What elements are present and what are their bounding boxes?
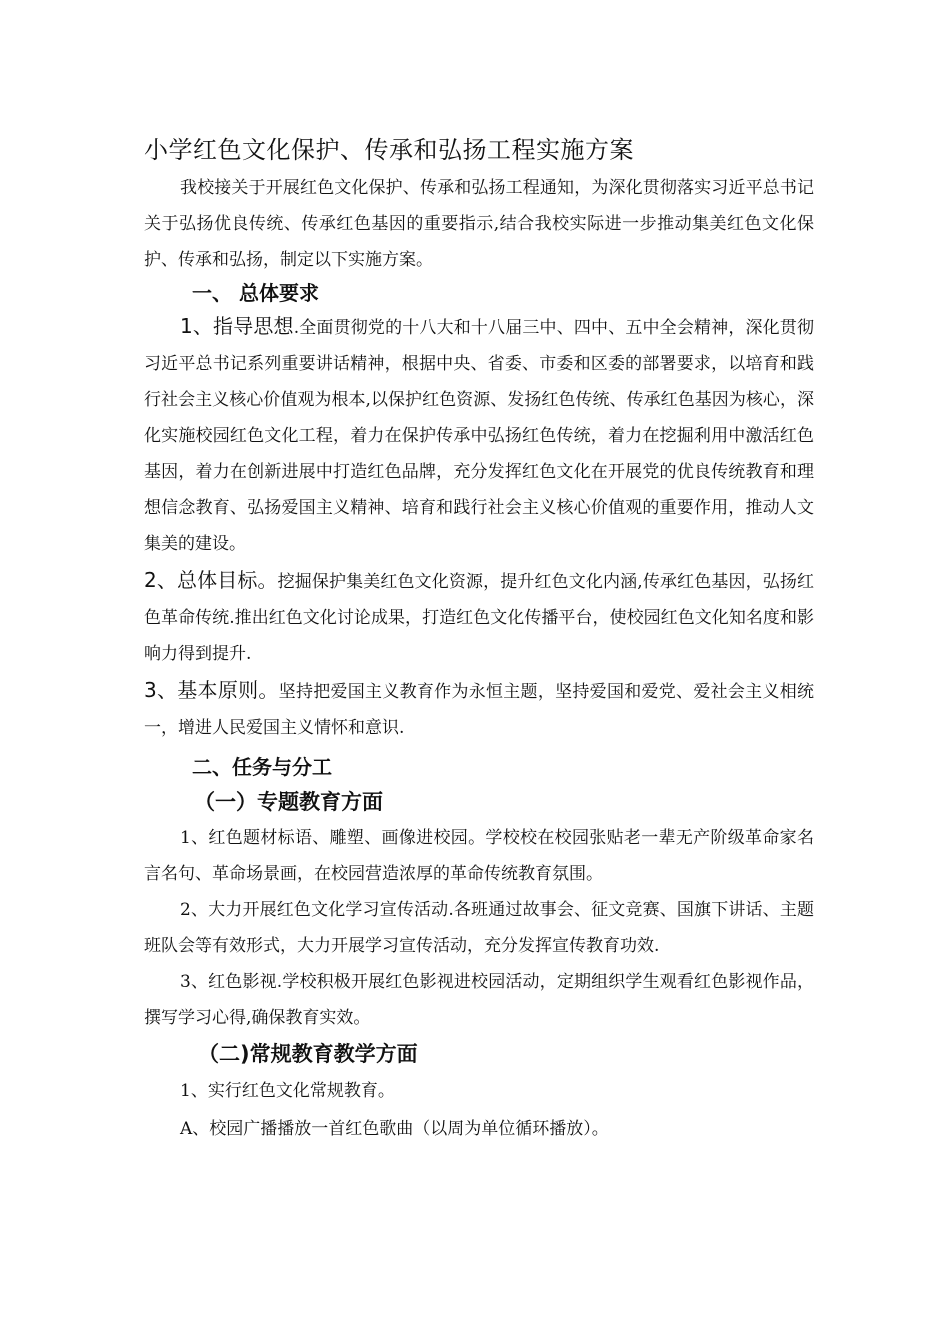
basic-principle-lead: 3、基本原则。 [144, 678, 279, 702]
subsection-heading-topic-education: （一）专题教育方面 [194, 790, 383, 814]
guiding-thought-paragraph [144, 308, 814, 562]
section-heading-general-requirements: 一、 总体要求 [192, 281, 319, 305]
document-body [144, 130, 814, 1148]
basic-principle-paragraph [144, 672, 814, 746]
overall-goal-lead: 2、总体目标。 [144, 568, 278, 592]
routine-education-item-1: 1、实行红色文化常规教育。 [180, 1081, 395, 1101]
overall-goal-paragraph [144, 562, 814, 672]
basic-principle-text: 坚持把爱国主义教育作为永恒主题，坚持爱国和爱党、爱社会主义相统一，增进人民爱国主义情怀和意识. [144, 682, 814, 738]
routine-education-item-a: A、校园广播播放一首红色歌曲（以周为单位循环播放）。 [180, 1119, 609, 1139]
topic-education-item-3: 3、红色影视.学校积极开展红色影视进校园活动，定期组织学生观看红色影视作品，撰写学习心得,确保教育实效。 [144, 972, 814, 1028]
intro-paragraph: 我校接关于开展红色文化保护、传承和弘扬工程通知，为深化贯彻落实习近平总书记关于弘扬优良传统、传承红色基因的重要指示,结合我校实际进一步推动集美红色文化保护、传承和弘扬，制定以下实施方案。 [144, 178, 814, 270]
subsection-heading-routine-education: （二)常规教育教学方面 [198, 1042, 418, 1066]
section-heading-tasks: 二、任务与分工 [192, 755, 332, 779]
topic-education-item-2: 2、大力开展红色文化学习宣传活动.各班通过故事会、征文竞赛、国旗下讲话、主题班队会等有效形式，大力开展学习宣传活动，充分发挥宣传教育功效. [144, 900, 814, 956]
guiding-thought-text: .全面贯彻党的十八大和十八届三中、四中、五中全会精神，深化贯彻习近平总书记系列重要讲话精神，根据中央、省委、市委和区委的部署要求，以培育和践行社会主义核心价值观为根本,以保护红色资源、发扬红色传统、传承红色基因为核心，深化实施校园红色文化工程，着力在保护传承中弘扬红色传统，着力在挖掘利用中激活红色基因，着力在创新进展中打造红色品牌，充分发挥红色文化在开展党的优良传统教育和理想信念教育、弘扬爱国主义精神、培育和践行社会主义核心价值观的重要作用，推动人文集美的建设。 [144, 318, 814, 554]
document-title: 小学红色文化保护、传承和弘扬工程实施方案 [144, 136, 634, 164]
guiding-thought-lead: 1、指导思想 [180, 314, 294, 338]
topic-education-item-1: 1、红色题材标语、雕塑、画像进校园。学校校在校园张贴老一辈无产阶级革命家名言名句、革命场景画，在校园营造浓厚的革命传统教育氛围。 [144, 828, 814, 884]
overall-goal-text: 挖掘保护集美红色文化资源，提升红色文化内涵,传承红色基因，弘扬红色革命传统.推出红色文化讨论成果，打造红色文化传播平台，使校园红色文化知名度和影响力得到提升. [144, 572, 814, 664]
